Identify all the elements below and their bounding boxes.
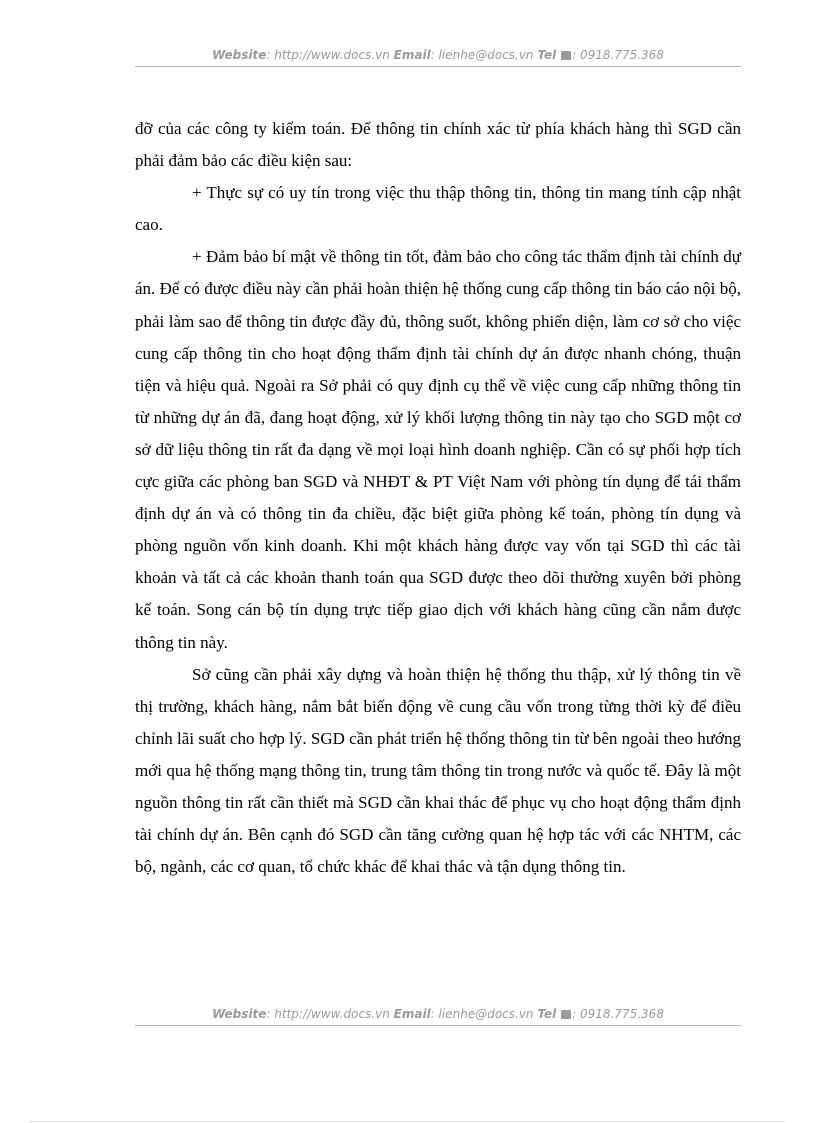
- header-website-label: Website: [212, 48, 267, 62]
- footer-tel-label: Tel: [537, 1007, 557, 1021]
- phone-icon: [561, 1010, 571, 1019]
- header-tel-label: Tel: [537, 48, 557, 62]
- page-edge-divider: [30, 1121, 786, 1122]
- header-tel-value: : 0918.775.368: [572, 48, 664, 62]
- footer-email-label: Email: [393, 1007, 431, 1021]
- footer-tel-value: : 0918.775.368: [572, 1007, 664, 1021]
- footer-website-label: Website: [212, 1007, 267, 1021]
- paragraph-bullet-reputation: + Thực sự có uy tín trong việc thu thập thông tin, thông tin mang tính cập nhật cao.: [135, 183, 741, 235]
- footer-email-value: : lienhe@docs.vn: [430, 1007, 534, 1021]
- header-email-value: : lienhe@docs.vn: [430, 48, 534, 62]
- phone-icon: [561, 51, 571, 60]
- header-website-value: : http://www.docs.vn: [266, 48, 390, 62]
- paragraph-bullet-confidentiality: + Đảm bảo bí mật về thông tin tốt, đảm bảo cho công tác thẩm định tài chính dự án. Để có được điều này cần phải hoàn thiện hệ thống cung cấp thông tin báo cáo nội bộ, phải làm sao để thông tin được đầy đủ, thông suốt, không phiến diện, làm cơ sở cho việc cung cấp thông tin cho hoạt động thẩm định tài chính dự án được nhanh chóng, thuận tiện và hiệu quả. Ngoài ra Sở phải có quy định cụ thể về việc cung cấp những thông tin từ những dự án đã, đang hoạt động, xử lý khối lượng thông tin này tạo cho SGD một cơ sở dữ liệu thông tin rất đa dạng về mọi loại hình doanh nghiệp. Cần có sự phối hợp tích cực giữa các phòng ban SGD và NHĐT & PT Việt Nam với phòng tín dụng để tái thẩm định dự án và có thông tin đa chiều, đặc biệt giữa phòng kế toán, phòng tín dụng và phòng nguồn vốn kinh doanh. Khi một khách hàng được vay vốn tại SGD thì các tài khoản và tất cả các khoản thanh toán qua SGD được theo dõi thường xuyên bởi phòng kế toán. Song cán bộ tín dụng trực tiếp giao dịch với khách hàng cũng cần nắm được thông tin này.: [135, 247, 741, 652]
- page-footer: [135, 1007, 741, 1026]
- header-email-label: Email: [393, 48, 431, 62]
- paragraph-continuation: đỡ của các công ty kiểm toán. Để thông tin chính xác từ phía khách hàng thì SGD cần phải đảm bảo các điều kiện sau:: [135, 119, 741, 171]
- paragraph-information-system: Sở cũng cần phải xây dựng và hoàn thiện hệ thống thu thập, xử lý thông tin về thị trường, khách hàng, nắm bắt biến động về cung cầu vốn trong từng thời kỳ để điều chỉnh lãi suất cho hợp lý. SGD cần phát triển hệ thống thông tin từ bên ngoài theo hướng mới qua hệ thống mạng thông tin, trung tâm thông tin trong nước và quốc tế. Đây là một nguồn thông tin rất cần thiết mà SGD cần khai thác để phục vụ cho hoạt động thẩm định tài chính dự án. Bên cạnh đó SGD cần tăng cường quan hệ hợp tác với các NHTM, các bộ, ngành, các cơ quan, tổ chức khác để khai thác và tận dụng thông tin.: [135, 664, 741, 877]
- document-body: [135, 113, 741, 883]
- footer-website-value: : http://www.docs.vn: [266, 1007, 390, 1021]
- page-header: [135, 48, 741, 67]
